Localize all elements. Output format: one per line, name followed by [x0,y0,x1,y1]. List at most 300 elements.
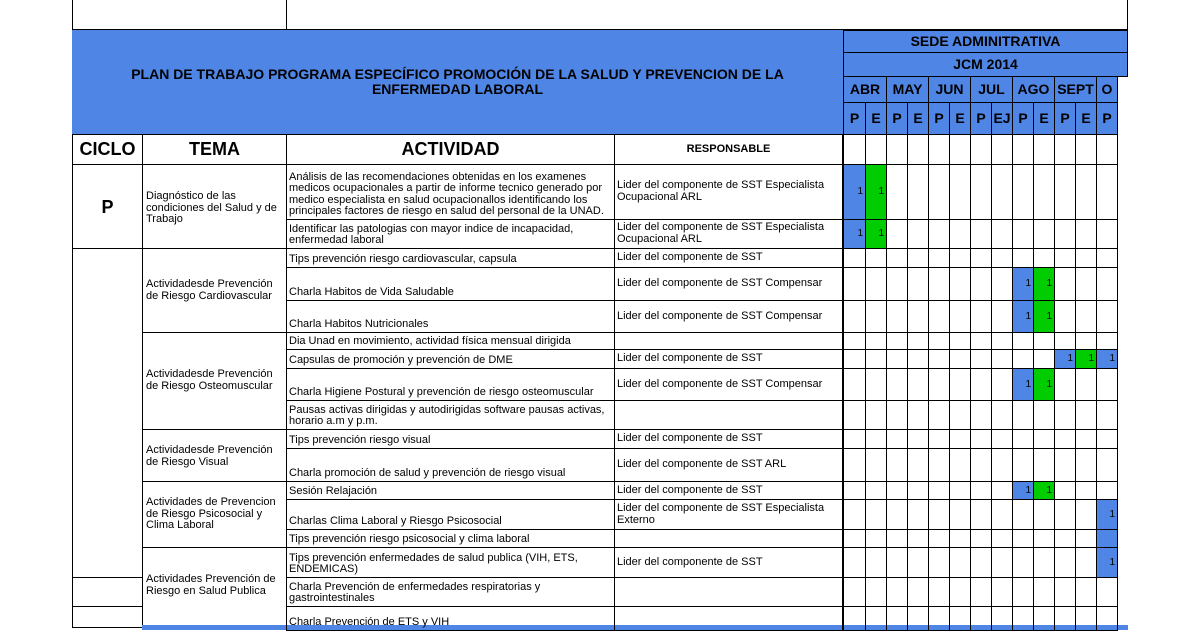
responsable-cell [614,577,843,607]
grid-cell [865,134,887,165]
grid-cell [1054,529,1076,548]
grid-cell [886,529,908,548]
schedule-mark [1012,300,1034,333]
grid-cell [1096,481,1118,500]
actividad-cell: Charla Prevención de ETS y VIH [286,606,615,631]
responsable-cell [614,606,843,631]
actividad-cell: Dia Unad en movimiento, actividad física mensual dirigida [286,332,615,350]
grid-cell [1054,499,1076,530]
schedule-mark [1075,349,1097,369]
grid-cell [991,400,1013,430]
grid-cell [1054,219,1076,249]
grid-cell [991,547,1013,578]
grid-cell [928,332,950,350]
grid-cell [843,429,866,449]
grid-cell [991,332,1013,350]
grid-cell [1012,134,1034,165]
grid-cell [886,547,908,578]
jcm-year-header: JCM 2014 [843,52,1128,77]
responsable-cell: Lider del componente de SST Especialista Externo [614,499,843,530]
grid-cell [865,332,887,350]
grid-cell [1012,448,1034,482]
grid-cell [1033,606,1055,631]
grid-cell [991,267,1013,301]
grid-cell [970,606,992,631]
grid-cell [1033,248,1055,268]
actividad-cell: Charla Higiene Postural y prevención de riesgo osteomuscular [286,368,615,401]
actividad-header: ACTIVIDAD [286,134,615,165]
grid-cell [928,448,950,482]
plan-exec-header: E [907,102,929,135]
grid-cell [886,429,908,449]
grid-cell [886,368,908,401]
grid-cell [1096,332,1118,350]
grid-cell [907,481,929,500]
actividad-cell: Charla promoción de salud y prevención de riesgo visual [286,448,615,482]
grid-cell [928,606,950,631]
schedule-mark-value: 1 [1109,557,1115,568]
grid-cell [1033,448,1055,482]
grid-cell [907,577,929,607]
grid-cell [991,481,1013,500]
grid-cell [1033,400,1055,430]
grid-cell [1096,400,1118,430]
grid-cell [886,577,908,607]
schedule-mark-value: 1 [1025,485,1031,496]
month-header: JUN [928,76,971,103]
grid-cell [1033,499,1055,530]
actividad-cell: Charla Prevención de enfermedades respiratorias y gastrointestinales [286,577,615,607]
grid-cell [886,267,908,301]
grid-cell [991,134,1013,165]
grid-cell [865,400,887,430]
grid-cell [1096,606,1118,631]
grid-cell [1075,219,1097,249]
schedule-mark [865,219,887,249]
grid-cell [949,481,971,500]
plan-exec-header: P [970,102,992,135]
grid-cell [1075,529,1097,548]
grid-cell [928,529,950,548]
responsable-cell: Lider del componente de SST Especialista Ocupacional ARL [614,219,843,249]
grid-cell [1075,368,1097,401]
grid-cell [843,300,866,333]
plan-exec-header: E [949,102,971,135]
grid-cell [928,349,950,369]
grid-cell [1054,481,1076,500]
grid-cell [1075,429,1097,449]
grid-cell [1096,267,1118,301]
grid-cell [949,248,971,268]
grid-cell [1096,429,1118,449]
grid-cell [865,429,887,449]
grid-cell [1054,267,1076,301]
grid-cell [843,400,866,430]
schedule-mark-value: 1 [878,186,884,197]
grid-cell [949,429,971,449]
month-header: ABR [843,76,887,103]
grid-cell [1075,134,1097,165]
grid-cell [1075,481,1097,500]
grid-cell [1054,164,1076,220]
schedule-mark-value: 1 [1025,278,1031,289]
grid-cell [886,448,908,482]
sede-header: SEDE ADMINITRATIVA [843,30,1128,53]
grid-cell [1075,547,1097,578]
grid-cell [970,368,992,401]
responsable-cell: Lider del componente de SST [614,481,843,500]
grid-cell [886,332,908,350]
grid-cell [949,448,971,482]
grid-cell [1033,349,1055,369]
grid-cell [1054,332,1076,350]
grid-cell [1033,332,1055,350]
grid-cell [991,499,1013,530]
schedule-mark-value: 1 [1025,311,1031,322]
grid-cell [1012,248,1034,268]
grid-cell [970,547,992,578]
actividad-cell: Pausas activas dirigidas y autodirigidas software pausas activas, horario a.m y p.m. [286,400,615,430]
plan-exec-header: E [1075,102,1097,135]
grid-cell [1075,448,1097,482]
responsable-cell: Lider del componente de SST ARL [614,448,843,482]
month-header: SEPT [1054,76,1097,103]
grid-cell [1054,429,1076,449]
grid-cell [928,368,950,401]
ciclo-cell-lower [72,248,143,578]
grid-cell [991,606,1013,631]
responsable-cell: Lider del componente de SST Especialista Ocupacional ARL [614,164,843,220]
grid-cell [949,219,971,249]
grid-cell [928,267,950,301]
grid-cell [928,499,950,530]
grid-cell [907,400,929,430]
grid-cell [928,429,950,449]
grid-cell [1033,164,1055,220]
schedule-mark-value: 1 [1109,353,1115,364]
grid-cell [949,577,971,607]
schedule-mark [865,164,887,220]
grid-cell [907,547,929,578]
actividad-cell: Sesión Relajación [286,481,615,500]
grid-cell [843,349,866,369]
plan-exec-header: P [928,102,950,135]
actividad-cell: Tips prevención riesgo visual [286,429,615,449]
grid-cell [970,164,992,220]
grid-cell [886,481,908,500]
schedule-mark-value: 1 [1046,485,1052,496]
grid-cell [907,164,929,220]
grid-cell [843,248,866,268]
grid-cell [886,300,908,333]
schedule-mark [1096,547,1118,578]
responsable-cell [614,332,843,350]
grid-cell [865,577,887,607]
schedule-mark [1033,300,1055,333]
tema-cell: Actividadesde Prevención de Riesgo Osteomuscular [142,332,287,430]
responsable-cell: Lider del componente de SST [614,349,843,369]
grid-cell [970,481,992,500]
schedule-mark [1033,481,1055,500]
grid-cell [1075,577,1097,607]
plan-exec-header: EJ [991,102,1013,135]
schedule-mark-value: 1 [1046,311,1052,322]
actividad-cell: Capsulas de promoción y prevención de DME [286,349,615,369]
responsable-header: RESPONSABLE [614,134,843,165]
grid-cell [1012,332,1034,350]
grid-cell [991,349,1013,369]
schedule-mark [1012,368,1034,401]
grid-cell [907,429,929,449]
month-header: JUL [970,76,1013,103]
grid-cell [843,499,866,530]
grid-cell [1054,448,1076,482]
grid-cell [843,606,866,631]
tema-header: TEMA [142,134,287,165]
top-left-blank-cell [72,0,287,30]
ciclo-cell-small-1 [72,577,143,607]
grid-cell [1054,248,1076,268]
schedule-mark [1033,368,1055,401]
grid-cell [991,448,1013,482]
tema-cell: Actividades Prevención de Riesgo en Salud Publica [142,547,287,630]
grid-cell [1075,499,1097,530]
grid-cell [1075,300,1097,333]
schedule-mark-value: 1 [1088,353,1094,364]
grid-cell [949,499,971,530]
grid-cell [991,529,1013,548]
tema-cell: Actividadesde Prevención de Riesgo Cardiovascular [142,248,287,333]
grid-cell [865,368,887,401]
grid-cell [865,248,887,268]
grid-cell [886,400,908,430]
grid-cell [1075,248,1097,268]
grid-cell [928,134,950,165]
grid-cell [865,448,887,482]
schedule-mark [1096,529,1118,548]
schedule-mark [1096,499,1118,530]
responsable-cell: Lider del componente de SST Compensar [614,368,843,401]
grid-cell [970,248,992,268]
grid-cell [907,248,929,268]
responsable-cell [614,400,843,430]
grid-cell [843,481,866,500]
grid-cell [865,499,887,530]
grid-cell [991,300,1013,333]
grid-cell [949,300,971,333]
schedule-mark-value: 1 [857,228,863,239]
ciclo-cell-small-2 [72,606,143,628]
grid-cell [949,349,971,369]
grid-cell [1096,134,1118,165]
grid-cell [843,448,866,482]
grid-cell [991,164,1013,220]
grid-cell [991,429,1013,449]
grid-cell [843,332,866,350]
grid-cell [1033,429,1055,449]
grid-cell [886,248,908,268]
grid-cell [1012,577,1034,607]
grid-cell [907,529,929,548]
grid-cell [1096,577,1118,607]
grid-cell [1033,529,1055,548]
grid-cell [949,547,971,578]
grid-cell [865,300,887,333]
grid-cell [886,499,908,530]
schedule-mark-value: 1 [857,186,863,197]
grid-cell [991,219,1013,249]
grid-cell [949,400,971,430]
responsable-cell: Lider del componente de SST [614,547,843,578]
grid-cell [1012,429,1034,449]
actividad-cell: Identificar las patologias con mayor indice de incapacidad, enfermedad laboral [286,219,615,249]
grid-cell [970,349,992,369]
grid-cell [949,332,971,350]
grid-cell [928,300,950,333]
schedule-mark-value: 1 [1067,353,1073,364]
grid-cell [1075,332,1097,350]
schedule-mark-value: 1 [1025,379,1031,390]
schedule-mark [1096,349,1118,369]
grid-cell [1033,219,1055,249]
grid-cell [970,529,992,548]
grid-cell [1033,134,1055,165]
grid-cell [886,164,908,220]
grid-cell [843,547,866,578]
grid-cell [907,448,929,482]
grid-cell [970,400,992,430]
grid-cell [1096,300,1118,333]
grid-cell [865,481,887,500]
schedule-mark-value: 1 [878,228,884,239]
grid-cell [1054,400,1076,430]
grid-cell [928,164,950,220]
grid-cell [907,219,929,249]
actividad-cell: Charla Habitos de Vida Saludable [286,267,615,301]
responsable-cell: Lider del componente de SST Compensar [614,300,843,333]
grid-cell [928,219,950,249]
grid-cell [1054,134,1076,165]
grid-cell [907,606,929,631]
grid-cell [1033,547,1055,578]
ciclo-cell: P [72,164,143,249]
grid-cell [991,368,1013,401]
responsable-cell: Lider del componente de SST Compensar [614,267,843,301]
top-right-blank-cell [286,0,1128,30]
month-header: MAY [886,76,929,103]
grid-cell [928,481,950,500]
grid-cell [1075,400,1097,430]
grid-cell [970,499,992,530]
actividad-cell: Charlas Clima Laboral y Riesgo Psicosocial [286,499,615,530]
grid-cell [886,349,908,369]
grid-cell [843,134,866,165]
grid-cell [991,248,1013,268]
grid-cell [1012,164,1034,220]
grid-cell [970,577,992,607]
grid-cell [843,368,866,401]
grid-cell [949,606,971,631]
grid-cell [1096,368,1118,401]
month-header: O [1096,76,1118,103]
plan-title: PLAN DE TRABAJO PROGRAMA ESPECÍFICO PROMOCIÓN DE LA SALUD Y PREVENCION DE LA ENFERMEDAD LABORAL [72,30,843,134]
actividad-cell: Tips prevención riesgo cardiovascular, capsula [286,248,615,268]
grid-cell [949,164,971,220]
grid-cell [1012,529,1034,548]
plan-exec-header: E [1033,102,1055,135]
grid-cell [1054,547,1076,578]
grid-cell [970,448,992,482]
grid-cell [1012,547,1034,578]
plan-exec-header: P [1054,102,1076,135]
grid-cell [907,134,929,165]
grid-cell [1096,219,1118,249]
grid-cell [907,300,929,333]
grid-cell [907,499,929,530]
schedule-mark [1012,267,1034,301]
plan-exec-header: P [1096,102,1118,135]
actividad-cell: Tips prevención enfermedades de salud publica (VIH, ETS, ENDEMICAS) [286,547,615,578]
grid-cell [843,529,866,548]
grid-cell [1012,606,1034,631]
grid-cell [928,248,950,268]
grid-cell [949,368,971,401]
plan-exec-header: P [886,102,908,135]
tema-cell: Actividades de Prevencion de Riesgo Psicosocial y Clima Laboral [142,481,287,548]
schedule-mark [843,164,866,220]
schedule-mark [843,219,866,249]
grid-cell [970,267,992,301]
tema-cell: Actividadesde Prevención de Riesgo Visual [142,429,287,482]
grid-cell [928,400,950,430]
grid-cell [1096,248,1118,268]
grid-cell [1012,349,1034,369]
actividad-cell: Tips prevención riesgo psicosocial y clima laboral [286,529,615,548]
grid-cell [907,267,929,301]
grid-cell [843,577,866,607]
schedule-mark [1012,481,1034,500]
grid-cell [1096,448,1118,482]
grid-cell [949,529,971,548]
grid-cell [907,332,929,350]
grid-cell [970,300,992,333]
actividad-cell: Análisis de las recomendaciones obtenidas en los examenes medicos ocupacionales a partir de informe tecnico generado por medico especialista en salud ocupacionallos identificando los principales factores de riesgo en salud del personal de la UNAD. [286,164,615,220]
responsable-cell [614,529,843,548]
grid-cell [886,219,908,249]
grid-cell [928,547,950,578]
grid-cell [886,134,908,165]
plan-exec-header: E [865,102,887,135]
grid-cell [1054,300,1076,333]
schedule-mark-value: 1 [1046,379,1052,390]
grid-cell [1096,164,1118,220]
grid-cell [1012,499,1034,530]
grid-cell [886,606,908,631]
schedule-mark [1054,349,1076,369]
grid-cell [865,349,887,369]
grid-cell [970,332,992,350]
grid-cell [1054,606,1076,631]
grid-cell [1012,219,1034,249]
actividad-cell: Charla Habitos Nutricionales [286,300,615,333]
responsable-cell: Lider del componente de SST [614,429,843,449]
grid-cell [865,267,887,301]
grid-cell [1075,267,1097,301]
grid-cell [1033,577,1055,607]
grid-cell [928,577,950,607]
schedule-mark-value: 1 [1046,278,1052,289]
month-header: AGO [1012,76,1055,103]
